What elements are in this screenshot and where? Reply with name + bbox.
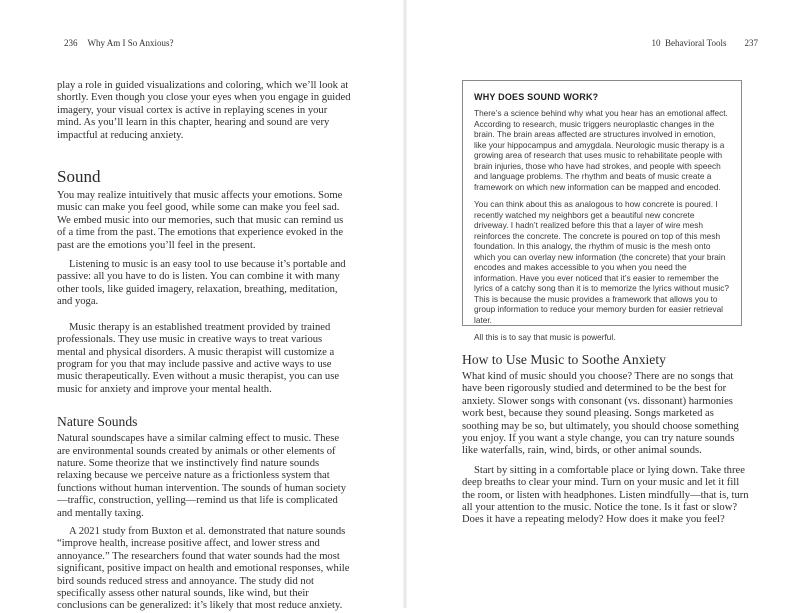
sidebar-paragraph-1: There’s a science behind why what you hear has an emotional affect. According to research, music triggers neuroplastic changes in the brain. The brain areas affected are structures involved in emotion, like your hippocampus and amygdala. Neurologic music therapy is a growing area of research that uses music to rehabilitate people with brain injuries, those who have had strokes, and people with speech and language problems. The rhythm and beats of music create a framework on which new information can be mapped and encoded.	[474, 108, 728, 192]
left-page-number: 236	[64, 38, 78, 48]
chapter-title: Behavioral Tools	[665, 38, 727, 48]
left-body	[57, 80, 353, 613]
sound-paragraph-1: You may realize intuitively that music affects your emotions. Some music can make you feel good, while some can make you feel sad. We embed music into our memories, such that music can remind us of a time from the past. The emotions that experience evoked in the past are the emotions you’ll feel in the present.	[57, 190, 344, 251]
sidebar-paragraph-3: All this is to say that music is powerful.	[474, 332, 616, 342]
left-running-head	[64, 38, 174, 48]
nature-sounds-heading: Nature Sounds	[57, 414, 138, 430]
nature-paragraph-2: A 2021 study from Buxton et al. demonstrated that nature sounds “improve health, increase positive affect, and lower stress and annoyance.” The researchers found that water sounds had the most significant, positive impact on health and emotional responses, while bird sounds reduced stress and annoyance. The study did not specifically assess other natural sounds, like wind, but their conclusions can be generalized: it’s likely that most reduce anxiety.	[57, 525, 350, 612]
sidebar-title: WHY DOES SOUND WORK?	[474, 92, 599, 102]
music-paragraph-1: What kind of music should you choose? There are no songs that have been rigorously studied and determined to be the best for anxiety. Slower songs with consonant (vs. dissonant) harmonies work best, because they sound pleasing. Songs marketed as soothing may be so, but ultimately, you should choose something you enjoy. If you want a style change, you can try nature sounds like waterfalls, rain, wind, birds, or other animal sounds.	[462, 371, 739, 457]
right-page-number: 237	[744, 38, 758, 48]
sidebar-box	[462, 80, 742, 342]
music-heading: How to Use Music to Soothe Anxiety	[462, 352, 666, 367]
right-running-head	[652, 38, 758, 48]
sidebar-paragraph-2: You can think about this as analogous to how concrete is poured. I recently watched my neighbors get a beautiful new concrete driveway. I hadn’t realized before this that a layer of wire mesh reinforces the concrete. The concrete is poured on top of this mesh foundation. In this analogy, the rhythm of music is the mesh onto which you can overlay new information (the concrete) that your brain encodes and makes accessible to you when you need the information. Have you ever noticed that it’s easier to remember the lyrics of a catchy song than it is to memorize the lyrics without music? This is because the music provides a framework that allows you to group information to reduce your memory burden for easier retrieval later.	[474, 199, 729, 325]
right-body	[462, 352, 752, 527]
right-page	[405, 0, 810, 608]
left-page	[0, 0, 405, 612]
nature-paragraph-1: Natural soundscapes have a similar calming effect to music. These are environmental sounds created by animals or other elements of nature. Some theorize that we instinctively find nature sounds relaxing because we perceive nature as a frictionless system that functions without human intervention. The sounds of human society—traffic, construction, yelling—remind us that life is complicated and mentally taxing.	[57, 433, 347, 519]
sound-paragraph-2: Listening to music is an easy tool to use because it’s portable and passive: all you have to do is listen. You can combine it with many other tools, like guided imagery, relaxation, breathing, meditation, and yoga.	[57, 259, 346, 308]
music-paragraph-2: Start by sitting in a comfortable place or lying down. Take three deep breaths to clear your mind. Turn on your music and let it fill the room, or listen with headphones. Listen mindfully—that is, turn all your attention to the music. Notice the tone. Is it fast or slow? Does it have a repeating melody? How does it make you feel?	[462, 464, 749, 526]
intro-paragraph: play a role in guided visualizations and coloring, which we’ll look at shortly. Even though you close your eyes when you engage in guided imagery, your visual cortex is active in replaying scenes in your mind. As you’ll learn in this chapter, hearing and sound are very impactful at reducing anxiety.	[57, 80, 351, 141]
chapter-number: 10	[651, 38, 661, 48]
sound-heading: Sound	[57, 167, 101, 187]
sound-paragraph-3: Music therapy is an established treatment provided by trained professionals. They use music in creative ways to treat various mental and physical disorders. A music therapist will customize a program for you that may include passive and active ways to use music therapeutically. Even without a music therapist, you can use music for anxiety and improve your mental health.	[57, 321, 340, 395]
book-title: Why Am I So Anxious?	[87, 38, 174, 48]
